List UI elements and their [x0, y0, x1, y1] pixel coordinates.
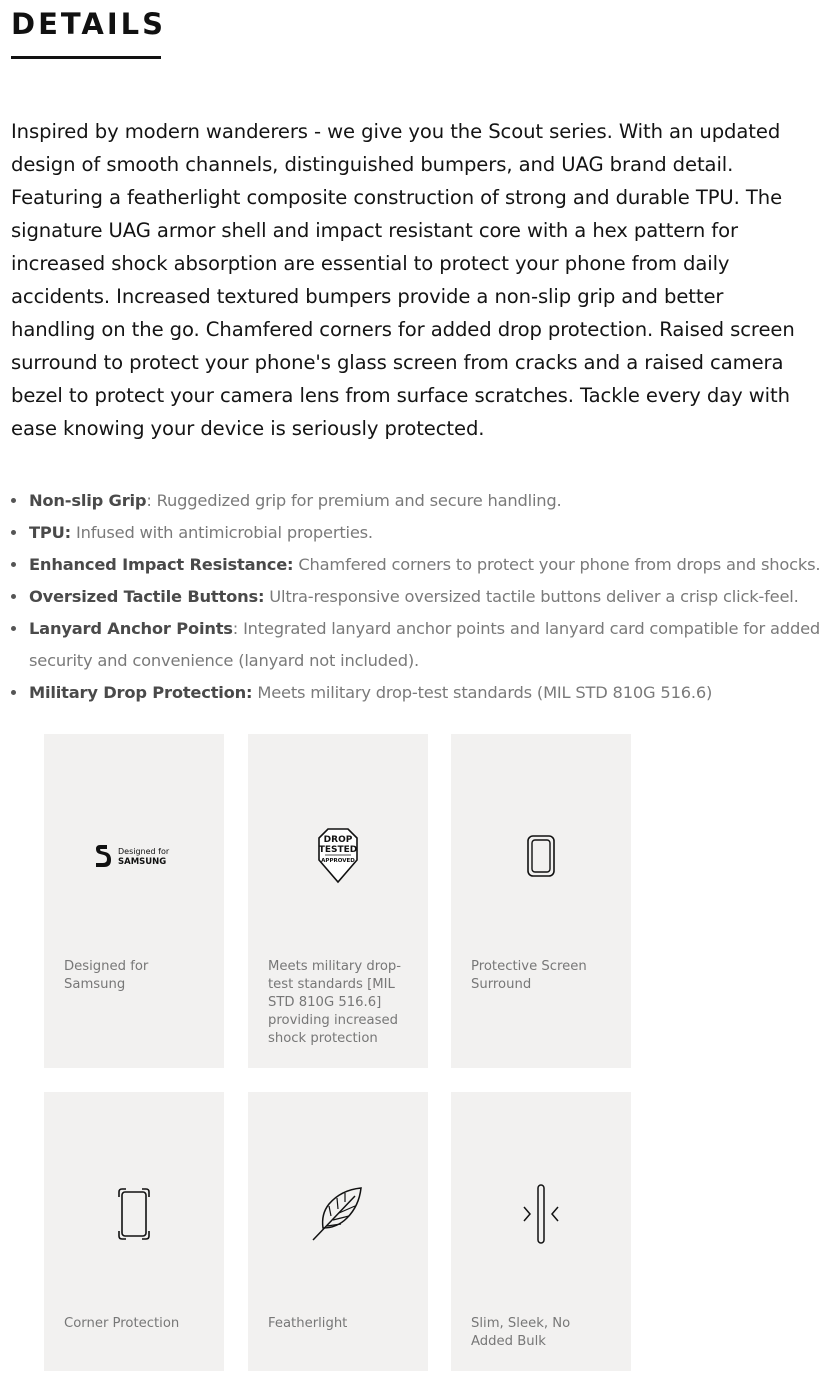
feature-text: Integrated lanyard anchor points and lanyard card compatible for added security and convenience (lanyard not included).: [29, 619, 821, 670]
feature-text: Infused with antimicrobial properties.: [75, 523, 373, 542]
feature-tile-samsung: [44, 734, 224, 1068]
feature-tile-drop-tested: [248, 734, 428, 1068]
title-underline: [11, 56, 161, 59]
feature-list: [11, 485, 821, 709]
feature-tile-featherlight: [248, 1092, 428, 1371]
page-title: DETAILS: [11, 7, 167, 41]
badge-line-2: TESTED: [318, 845, 358, 855]
bullet-icon: [11, 626, 16, 631]
feature-item-military-drop: [11, 677, 821, 709]
logo-line-2: SAMSUNG: [118, 857, 167, 867]
tile-caption: Featherlight: [268, 1316, 348, 1331]
samsung-logo-icon: [44, 826, 224, 886]
feature-item-non-slip-grip: [11, 485, 821, 517]
drop-tested-badge-icon: [248, 826, 428, 886]
bullet-icon: [11, 498, 16, 503]
feature-tile-slim: [451, 1092, 631, 1371]
badge-line-1: DROP: [323, 835, 353, 845]
feature-text: Ruggedized grip for premium and secure handling.: [156, 491, 562, 510]
feature-term: Military Drop Protection:: [29, 683, 253, 702]
feature-item-tactile-buttons: [11, 581, 821, 613]
screen-surround-icon: [451, 826, 631, 886]
logo-line-1: Designed for: [118, 847, 170, 856]
feature-separator: :: [232, 619, 244, 638]
feature-item-lanyard-anchor: [11, 613, 821, 677]
drop-badge-graphic: [316, 826, 360, 886]
tile-caption: Slim, Sleek, No Added Bulk: [471, 1316, 571, 1349]
feature-item-impact-resistance: [11, 549, 821, 581]
tile-caption: Designed for Samsung: [64, 959, 149, 992]
bullet-icon: [11, 594, 16, 599]
feature-term: Enhanced Impact Resistance:: [29, 555, 294, 574]
badge-line-3: APPROVED: [321, 858, 355, 864]
samsung-logo-graphic: [94, 841, 174, 871]
tile-caption: Meets military drop-test standards [MIL STD 810G 516.6] providing increased shock protection: [268, 959, 402, 1046]
bullet-icon: [11, 530, 16, 535]
feature-term: TPU:: [29, 523, 71, 542]
corner-protection-icon: [44, 1184, 224, 1244]
feature-term: Lanyard Anchor Points: [29, 619, 233, 638]
feature-separator: :: [146, 491, 157, 510]
feature-text: Chamfered corners to protect your phone from drops and shocks.: [298, 555, 821, 574]
feature-item-tpu: [11, 517, 821, 549]
feature-text: Meets military drop-test standards (MIL STD 810G 516.6): [257, 683, 713, 702]
bullet-icon: [11, 562, 16, 567]
corner-protection-graphic: [116, 1187, 152, 1241]
slim-profile-graphic: [521, 1183, 561, 1245]
feature-tile-corner-protection: [44, 1092, 224, 1371]
feature-term: Non-slip Grip: [29, 491, 147, 510]
slim-profile-icon: [451, 1184, 631, 1244]
feature-text: Ultra-responsive oversized tactile buttons deliver a crisp click-feel.: [269, 587, 799, 606]
bullet-icon: [11, 690, 16, 695]
intro-paragraph: Inspired by modern wanderers - we give you the Scout series. With an updated design of smooth channels, distinguished bumpers, and UAG brand detail. Featuring a featherlight composite construction of strong and durable TPU. The signature UAG armor shell and impact resistant core with a hex pattern for increased shock absorption are essential to protect your phone from daily accidents. Increased textured bumpers provide a non-slip grip and better handling on the go. Chamfered corners for added drop protection. Raised screen surround to protect your phone's glass screen from cracks and a raised camera bezel to protect your camera lens from surface scratches. Tackle every day with ease knowing your device is seriously protected.: [11, 120, 795, 440]
feature-tile-screen-surround: [451, 734, 631, 1068]
feather-graphic: [311, 1186, 365, 1242]
screen-surround-graphic: [526, 834, 556, 878]
tile-caption: Protective Screen Surround: [471, 959, 587, 992]
feature-term: Oversized Tactile Buttons:: [29, 587, 265, 606]
feather-icon: [248, 1184, 428, 1244]
tile-caption: Corner Protection: [64, 1316, 180, 1331]
